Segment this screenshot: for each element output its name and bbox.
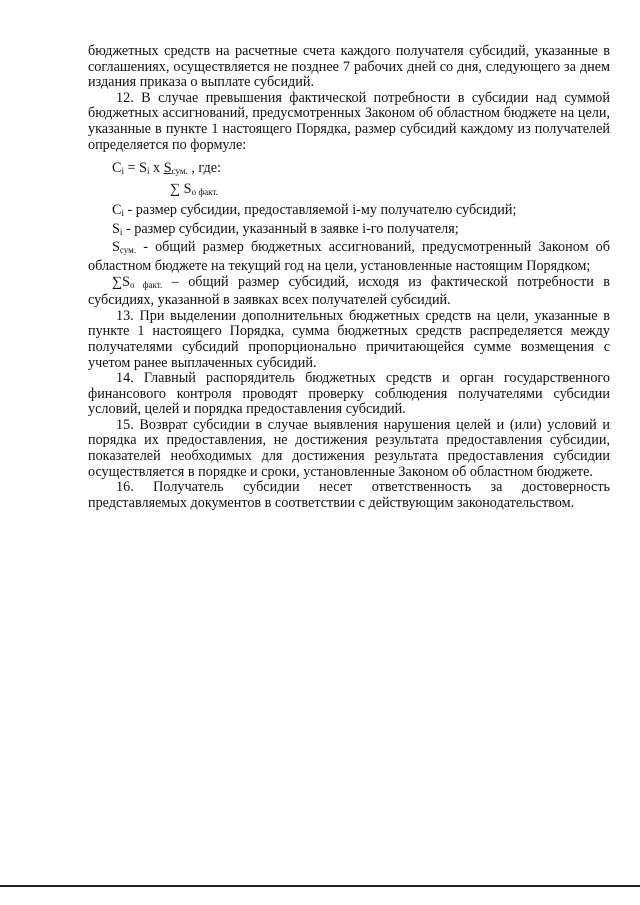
definition-sfact: $\sum S_{о факт.}$ – общий размер субсидий, исходя из фактической потребности в субсидиях, указанной в заявках всех получателей субсидий. <box>88 273 611 309</box>
formula-numerator: $C_i = S_i$ x $S_{сум.}$ , где: <box>112 160 221 177</box>
paragraph-continuation: бюджетных средств на расчетные счета каждого получателя субсидий, указанные в соглашениях, осуществляется не позднее 7 рабочих дней со дня, следующего за днем издания приказа о выплате субсидий. <box>88 43 610 91</box>
paragraph-12: 12. В случае превышения фактической потребности в субсидии над суммой бюджетных ассигнований, предусмотренных Законом об областном бюджете на цели, указанные в пункте 1 настоящего Порядка, размер субсидий каждому из получателей определяется по формуле: <box>88 89 610 153</box>
paragraph-13: 13. При выделении дополнительных бюджетных средств на цели, указанные в пункте 1 настоящего Порядка, сумма бюджетных средств распределяется между получателями субсидий пропорционально причитающейся сумме возмещения с учетом ранее выплаченных субсидий. <box>88 307 610 371</box>
definition-ci: $C_i$ - размер субсидии, предоставляемой i-му получателю субсидий; <box>112 202 517 219</box>
paragraph-16: 16. Получатель субсидии несет ответственность за достоверность представляемых документов в соответствии с действующим законодательством. <box>88 479 610 511</box>
formula <box>112 159 610 201</box>
bottom-border-line <box>0 885 640 887</box>
definition-ssum: $S_{сум.}$ - общий размер бюджетных ассигнований, предусмотренный Законом об областном бюджете на текущий год на цели, установленные настоящим Порядком; <box>88 239 610 274</box>
paragraph-14: 14. Главный распорядитель бюджетных средств и орган государственного финансового контроля проводят проверку соблюдения получателями субсидии условий, целей и порядка предоставления субсидий. <box>88 370 610 418</box>
paragraph-15: 15. Возврат субсидии в случае выявления нарушения целей и (или) условий и порядка их предоставления, не достижения результата предоставления субсидии, показателей необходимых для достижения результата предоставления субсидии осуществляется в порядке и сроки, установленные Законом об областном бюджете. <box>88 416 610 480</box>
definition-si: $S_i$ - размер субсидии, указанный в заявке i-го получателя; <box>112 220 459 237</box>
document-page <box>88 44 610 511</box>
formula-denominator: ∑ $S_{о факт.}$ <box>170 181 218 198</box>
